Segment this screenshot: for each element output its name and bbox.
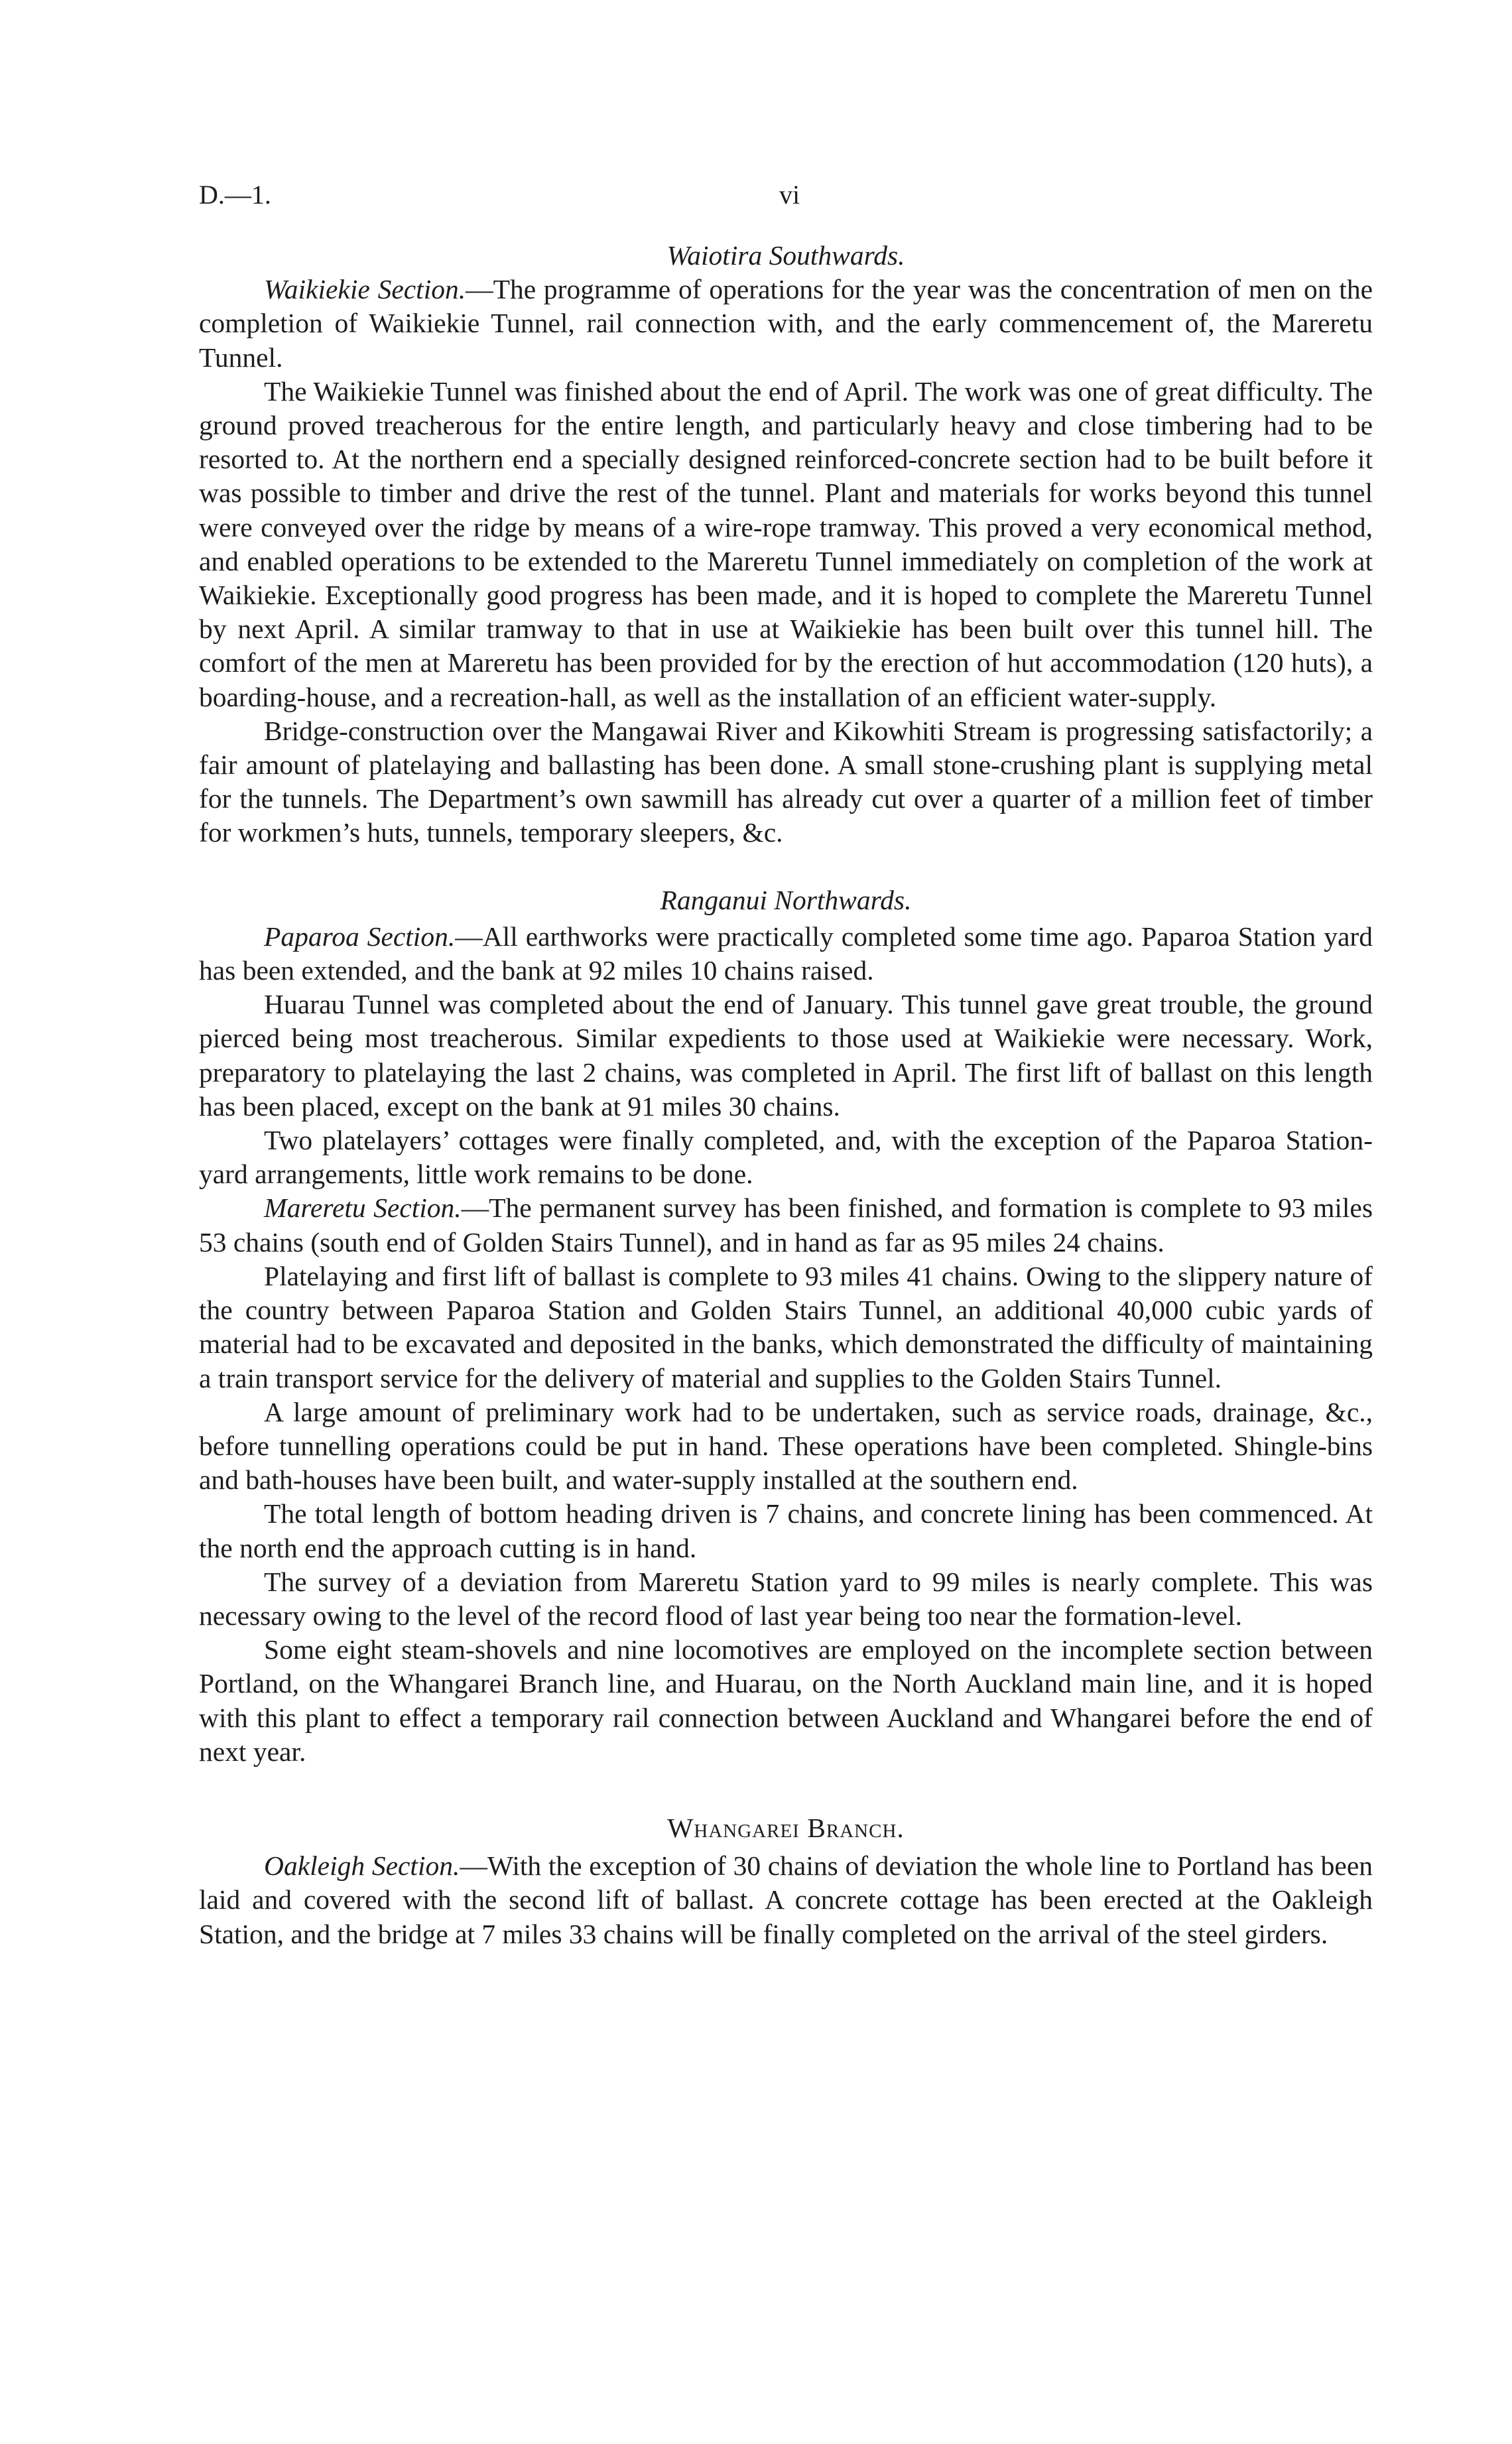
paragraph: Two platelayers’ cottages were finally completed, and, with the exception of the Paparoa Station-yard arrangements, little work remains to be done. bbox=[199, 1125, 1373, 1190]
section-lead-oakleigh: Oakleigh Section. bbox=[264, 1850, 460, 1882]
paragraph-text: —With the exception of 30 chains of deviation the whole line to Portland has been laid and covered with the second lift of ballast. A concrete cottage has been erected at the Oakleigh Station, and the bridge at 7 miles 33 chains will be finally completed on the arrival of the steel girders. bbox=[199, 1850, 1373, 1949]
section-lead-mareretu: Mareretu Section. bbox=[264, 1192, 462, 1224]
section-lead-paparoa: Paparoa Section. bbox=[264, 921, 456, 952]
paragraph bbox=[199, 1849, 1373, 1951]
paragraph bbox=[199, 273, 1373, 375]
paragraph bbox=[199, 1191, 1373, 1259]
paragraph-text: —The permanent survey has been finished, and formation is complete to 93 miles 53 chains (south end of Golden Stairs Tunnel), and in hand as far as 95 miles 24 chains. bbox=[199, 1192, 1373, 1257]
paragraph: Platelaying and first lift of ballast is complete to 93 miles 41 chains. Owing to the slippery nature of the country between Paparoa Station and Golden Stairs Tunnel, an additional 40,000 cubic yards of material had to be excavated and deposited in the banks, which demonstrated the difficulty of maintaining a train transport service for the delivery of material and supplies to the Golden Stairs Tunnel. bbox=[199, 1260, 1373, 1393]
document-reference: D.—1. bbox=[199, 180, 271, 210]
paragraph: Some eight steam-shovels and nine locomotives are employed on the incomplete section between Portland, on the Whangarei Branch line, and Huarau, on the North Auckland main line, and it is hoped with this plant to effect a temporary rail connection between Auckland and Whangarei before the end of next year. bbox=[199, 1634, 1373, 1767]
document-body bbox=[199, 239, 1373, 1951]
paragraph: The total length of bottom heading driven is 7 chains, and concrete lining has been commenced. At the north end the approach cutting is in hand. bbox=[199, 1498, 1373, 1563]
paragraph bbox=[199, 920, 1373, 988]
paragraph-text: —The programme of operations for the year was the concentration of men on the completion of Waikiekie Tunnel, rail connection with, and the early commencement of, the Mareretu Tunnel. bbox=[199, 274, 1373, 373]
section-lead-waikiekie: Waikiekie Section. bbox=[264, 274, 466, 305]
paragraph: The survey of a deviation from Mareretu Station yard to 99 miles is nearly complete. This was necessary owing to the level of the record flood of last year being too near the formation-level. bbox=[199, 1566, 1373, 1631]
paragraph: A large amount of preliminary work had to be undertaken, such as service roads, drainage, &c., before tunnelling operations could be put in hand. These operations have been completed. Shingle-bins and bath-houses have been built, and water-supply installed at the southern end. bbox=[199, 1396, 1373, 1496]
page-number: vi bbox=[779, 180, 800, 210]
page-header bbox=[199, 179, 1373, 219]
section-heading-waiotira-southwards: Waiotira Southwards. bbox=[666, 240, 905, 271]
paragraph-text: —All earthworks were practically completed some time ago. Paparoa Station yard has been extended, and the bank at 92 miles 10 chains raised. bbox=[199, 921, 1373, 986]
section-heading-whangarei-branch: Whangarei Branch. bbox=[667, 1812, 905, 1843]
paragraph: Bridge-construction over the Mangawai River and Kikowhiti Stream is progressing satisfactorily; a fair amount of platelaying and ballasting has been done. A small stone-crushing plant is supplying metal for the tunnels. The Department’s own sawmill has already cut over a quarter of a million feet of timber for workmen’s huts, tunnels, temporary sleepers, &c. bbox=[199, 715, 1373, 848]
section-heading-ranganui-northwards: Ranganui Northwards. bbox=[660, 884, 912, 915]
paragraph: Huarau Tunnel was completed about the end of January. This tunnel gave great trouble, the ground pierced being most treacherous. Similar expedients to those used at Waikiekie were necessary. Work, preparatory to platelaying the last 2 chains, was completed in April. The first lift of ballast on this length has been placed, except on the bank at 91 miles 30 chains. bbox=[199, 989, 1373, 1122]
paragraph: The Waikiekie Tunnel was finished about the end of April. The work was one of great difficulty. The ground proved treacherous for the entire length, and particularly heavy and close timbering had to be resorted to. At the northern end a specially designed reinforced-concrete section had to be built before it was possible to timber and drive the rest of the tunnel. Plant and materials for works beyond this tunnel were conveyed over the ridge by means of a wire-rope tramway. This proved a very economical method, and enabled operations to be extended to the Mareretu Tunnel immediately on completion of the work at Waikiekie. Exceptionally good progress has been made, and it is hoped to complete the Mareretu Tunnel by next April. A similar tramway to that in use at Waikiekie has been built over this tunnel hill. The comfort of the men at Mareretu has been provided for by the erection of hut accommodation (120 huts), a boarding-house, and a recreation-hall, as well as the installation of an efficient water-supply. bbox=[199, 375, 1373, 712]
